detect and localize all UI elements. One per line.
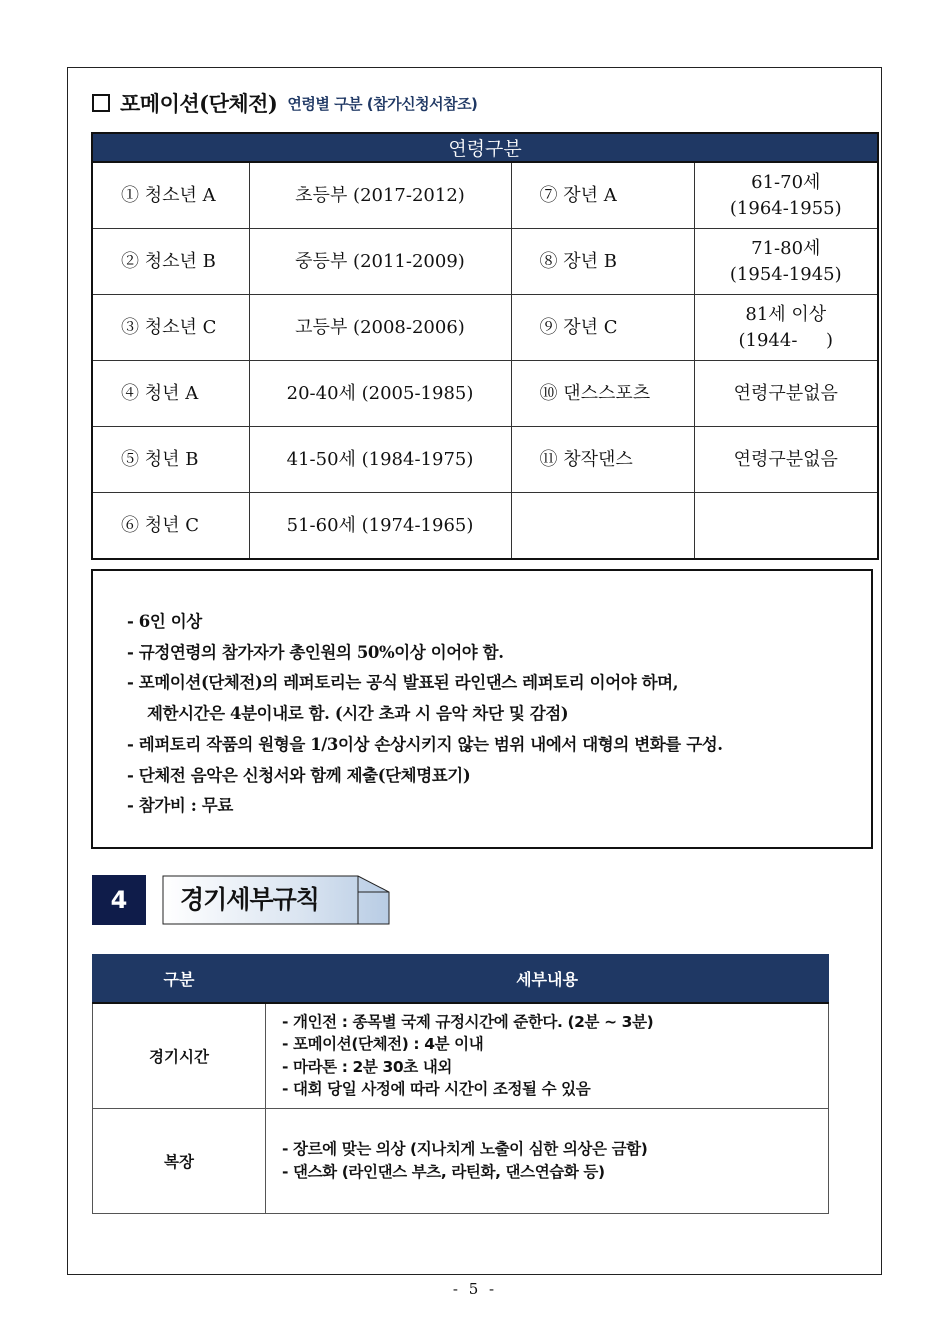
- rule-line: - 포메이션(단체전)의 레퍼토리는 공식 발표된 라인댄스 레퍼토리 이어야 하며,: [127, 673, 679, 693]
- age-value: 중등부 (2011-2009): [249, 229, 511, 295]
- detail-line: - 포메이션(단체전) : 4분 이내: [282, 1035, 484, 1054]
- header-category: 구분: [93, 955, 266, 1004]
- age-value: 41-50세 (1984-1975): [249, 427, 511, 493]
- table-row: [93, 1003, 829, 1108]
- section-number: 4: [92, 875, 146, 925]
- age-label: ⑪ 창작댄스: [511, 427, 694, 493]
- age-label: ⑦ 장년 A: [511, 162, 694, 229]
- age-label: ④ 청년 A: [92, 361, 249, 427]
- age-value: 초등부 (2017-2012): [249, 162, 511, 229]
- age-value: 51-60세 (1974-1965): [249, 493, 511, 560]
- detail-line: - 마라톤 : 2분 30초 내외: [282, 1057, 452, 1076]
- table-row: [93, 1108, 829, 1213]
- age-value: [694, 229, 878, 295]
- empty-cell: [511, 493, 694, 560]
- rule-line: - 단체전 음악은 신청서와 함께 제출(단체명표기): [127, 765, 471, 785]
- age-label: ⑧ 장년 B: [511, 229, 694, 295]
- age-value-line: 81세 이상: [745, 303, 827, 325]
- age-value-line: 61-70세: [751, 171, 821, 193]
- age-value: [694, 295, 878, 361]
- detail-line: - 대회 당일 사정에 따라 시간이 조정될 수 있음: [282, 1080, 591, 1099]
- age-value-line: (1954-1945): [729, 263, 842, 285]
- empty-cell: [694, 493, 878, 560]
- table-row: [92, 493, 878, 560]
- section-heading: [92, 88, 477, 118]
- detail-line: - 장르에 맞는 의상 (지나치게 노출이 심한 의상은 금함): [282, 1140, 648, 1158]
- rule-line: - 레퍼토리 작품의 원형을 1/3이상 손상시키지 않는 범위 내에서 대형의 변화를 구성.: [127, 734, 723, 754]
- section-title: 경기세부규칙: [180, 885, 319, 914]
- rule-line: - 6인 이상: [127, 612, 202, 631]
- rules-box: [91, 569, 873, 849]
- age-label: ① 청소년 A: [92, 162, 249, 229]
- age-table-header: 연령구분: [92, 133, 878, 162]
- section-title-banner: [162, 875, 390, 925]
- header-detail: 세부내용: [266, 955, 829, 1004]
- detail-line: - 댄스화 (라인댄스 부츠, 라틴화, 댄스연습화 등): [282, 1162, 605, 1181]
- age-label: ⑩ 댄스스포츠: [511, 361, 694, 427]
- age-category-table: [91, 132, 879, 560]
- page-number: - 5 -: [452, 1280, 498, 1298]
- age-label: ⑨ 장년 C: [511, 295, 694, 361]
- competition-rules-table: [92, 954, 829, 1214]
- age-value-line: (1944- ): [738, 329, 834, 351]
- heading-subtitle: 연령별 구분 (참가신청서참조): [287, 94, 478, 113]
- age-value: [694, 162, 878, 229]
- age-label: ⑥ 청년 C: [92, 493, 249, 560]
- rule-line-continued: 제한시간은 4분이내로 함. (시간 초과 시 음악 차단 및 감점): [147, 704, 569, 724]
- age-label: ⑤ 청년 B: [92, 427, 249, 493]
- category-cell: 경기시간: [93, 1003, 266, 1108]
- table-row: [92, 162, 878, 229]
- checkbox-icon: [92, 94, 110, 112]
- table-row: [92, 295, 878, 361]
- age-value: 연령구분없음: [694, 361, 878, 427]
- category-cell: 복장: [93, 1108, 266, 1213]
- age-value-line: 71-80세: [751, 237, 821, 259]
- age-label: ② 청소년 B: [92, 229, 249, 295]
- rule-line: - 규정연령의 참가자가 총인원의 50%이상 이어야 함.: [127, 642, 504, 662]
- age-value-line: (1964-1955): [729, 197, 842, 219]
- age-value: 고등부 (2008-2006): [249, 295, 511, 361]
- table-row: [92, 361, 878, 427]
- table-row: [92, 229, 878, 295]
- age-value: 연령구분없음: [694, 427, 878, 493]
- heading-title: 포메이션(단체전): [120, 91, 278, 116]
- age-label: ③ 청소년 C: [92, 295, 249, 361]
- age-value: 20-40세 (2005-1985): [249, 361, 511, 427]
- rules-list: [127, 607, 723, 822]
- table-row: [92, 427, 878, 493]
- rule-line: - 참가비 : 무료: [127, 796, 233, 816]
- detail-cell: [266, 1003, 829, 1108]
- detail-line: - 개인전 : 종목별 국제 규정시간에 준한다. (2분 ~ 3분): [282, 1012, 654, 1031]
- detail-cell: [266, 1108, 829, 1213]
